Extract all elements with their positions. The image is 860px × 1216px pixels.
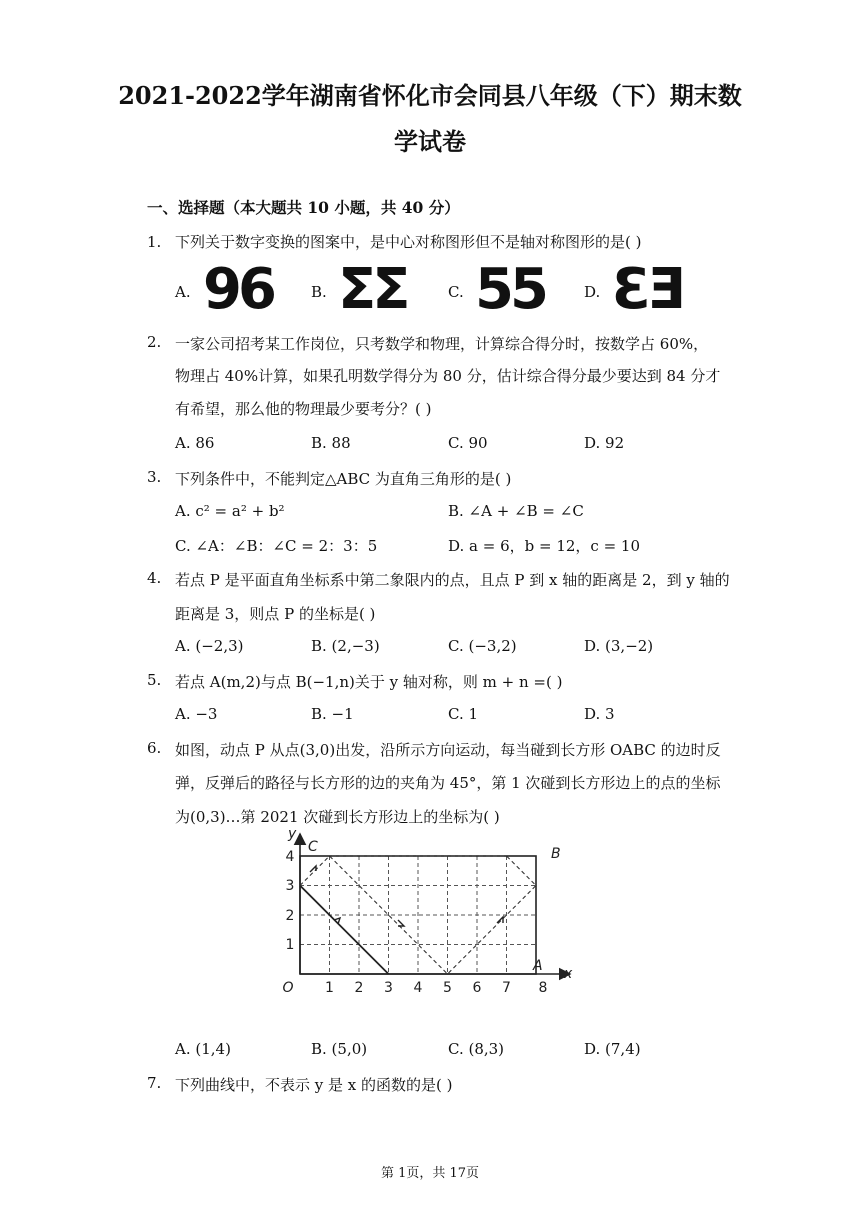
x-tick-label: 4 [413, 980, 423, 996]
q5-option-c: C. 1 [448, 705, 479, 723]
x-axis-label: x [564, 966, 573, 982]
page-title-line2: 学试卷 [394, 127, 466, 156]
question-5-number: 5. [147, 671, 162, 689]
y-tick-label: 2 [285, 908, 295, 924]
q5-option-d: D. 3 [584, 705, 615, 723]
point-a-label: A [533, 958, 543, 974]
page-title-line1: 2021-2022学年湖南省怀化市会同县八年级（下）期末数 [118, 81, 742, 110]
q6-option-c: C. (8,3) [448, 1040, 505, 1058]
question-text: 下列关于数字变换的图案中，是中心对称图形但不是轴对称图形的是( ) [175, 233, 642, 251]
q1-option-b-label: B. [311, 283, 327, 301]
q1-option-c-pattern: 55 [475, 257, 545, 322]
question-5-text: 若点 A(m,2)与点 B(−1,n)关于 y 轴对称，则 m + n =( ) [175, 673, 563, 691]
q2-option-c: C. 90 [448, 434, 488, 452]
q4-option-c: C. (−3,2) [448, 637, 517, 655]
direction-arrow-icon [310, 866, 316, 872]
x-tick-label: 5 [443, 980, 452, 996]
y-axis-label: y [288, 826, 297, 842]
q4-option-d: D. (3,−2) [584, 637, 654, 655]
y-tick-label: 1 [285, 937, 295, 953]
question-6-number: 6. [147, 739, 162, 757]
q1-option-c-label: C. [448, 283, 464, 301]
question-2-number: 2. [147, 333, 162, 351]
q4-option-b: B. (2,−3) [311, 637, 380, 655]
question-2-line: 物理占 40%计算，如果孔明数学得分为 80 分，估计综合得分最少要达到 84 分才 [175, 367, 721, 385]
q1-option-d-label: D. [584, 283, 601, 301]
q3-option-a: A. c² = a² + b² [175, 502, 285, 520]
bounce-path-solid [300, 886, 389, 975]
direction-arrow-icon [398, 920, 404, 926]
x-tick-label: 2 [354, 980, 364, 996]
question-4-number: 4. [147, 569, 162, 587]
x-tick-label: 1 [325, 980, 334, 996]
question-3-text: 下列条件中，不能判定△ABC 为直角三角形的是( ) [175, 470, 512, 488]
q6-option-b: B. (5,0) [311, 1040, 368, 1058]
question-2-line: 有希望，那么他的物理最少要考分？( ) [175, 400, 432, 418]
point-c-label: C [308, 839, 318, 855]
question-1 [147, 231, 641, 252]
q2-option-a: A. 86 [175, 434, 215, 452]
q1-option-a-label: A. [175, 283, 191, 301]
q1-option-b-pattern: ΣΣ [338, 257, 407, 322]
q6-option-d: D. (7,4) [584, 1040, 641, 1058]
q2-option-b: B. 88 [311, 434, 351, 452]
question-7-text: 下列曲线中，不表示 y 是 x 的函数的是( ) [175, 1076, 453, 1094]
q6-option-a: A. (1,4) [175, 1040, 231, 1058]
q3-option-b: B. ∠A + ∠B = ∠C [448, 502, 584, 520]
question-6-line: 弹，反弹后的路径与长方形的边的夹角为 45°，第 1 次碰到长方形边上的点的坐标 [175, 774, 721, 792]
question-6-line: 如图，动点 P 从点(3,0)出发，沿所示方向运动，每当碰到长方形 OABC 的边时反 [175, 741, 721, 759]
question-4-line: 若点 P 是平面直角坐标系中第二象限内的点，且点 P 到 x 轴的距离是 2，到 y 轴的 [175, 571, 730, 589]
x-tick-label: 6 [472, 980, 482, 996]
q1-option-d-pattern: ƐƎ [612, 257, 682, 322]
q2-option-d: D. 92 [584, 434, 625, 452]
y-tick-label: 3 [285, 878, 295, 894]
question-4-line: 距离是 3，则点 P 的坐标是( ) [175, 605, 376, 623]
q3-option-d: D. a = 6，b = 12，c = 10 [448, 537, 641, 555]
q1-option-a-pattern: 96 [203, 257, 273, 322]
question-2-line: 一家公司招考某工作岗位，只考数学和物理，计算综合得分时，按数学占 60%， [175, 335, 709, 353]
question-number: 1. [147, 233, 162, 251]
point-b-label: B [551, 846, 561, 862]
y-tick-label: 4 [285, 849, 295, 865]
question-6-line: 为(0,3)…第 2021 次碰到长方形边上的坐标为( ) [175, 808, 500, 826]
q4-option-a: A. (−2,3) [175, 637, 244, 655]
origin-label: O [282, 980, 294, 996]
rectangle-bounce-figure [270, 826, 590, 998]
q3-option-c: C. ∠A：∠B：∠C = 2：3：5 [175, 537, 378, 555]
question-7-number: 7. [147, 1074, 162, 1092]
x-tick-label: 8 [538, 980, 548, 996]
x-tick-label: 7 [502, 980, 511, 996]
x-tick-label: 3 [384, 980, 393, 996]
question-3-number: 3. [147, 468, 162, 486]
page-footer: 第 1页，共 17页 [380, 1166, 480, 1181]
section-heading: 一、选择题（本大题共 10 小题，共 40 分） [147, 198, 460, 217]
grid [300, 856, 536, 974]
q5-option-b: B. −1 [311, 705, 354, 723]
q5-option-a: A. −3 [175, 705, 218, 723]
